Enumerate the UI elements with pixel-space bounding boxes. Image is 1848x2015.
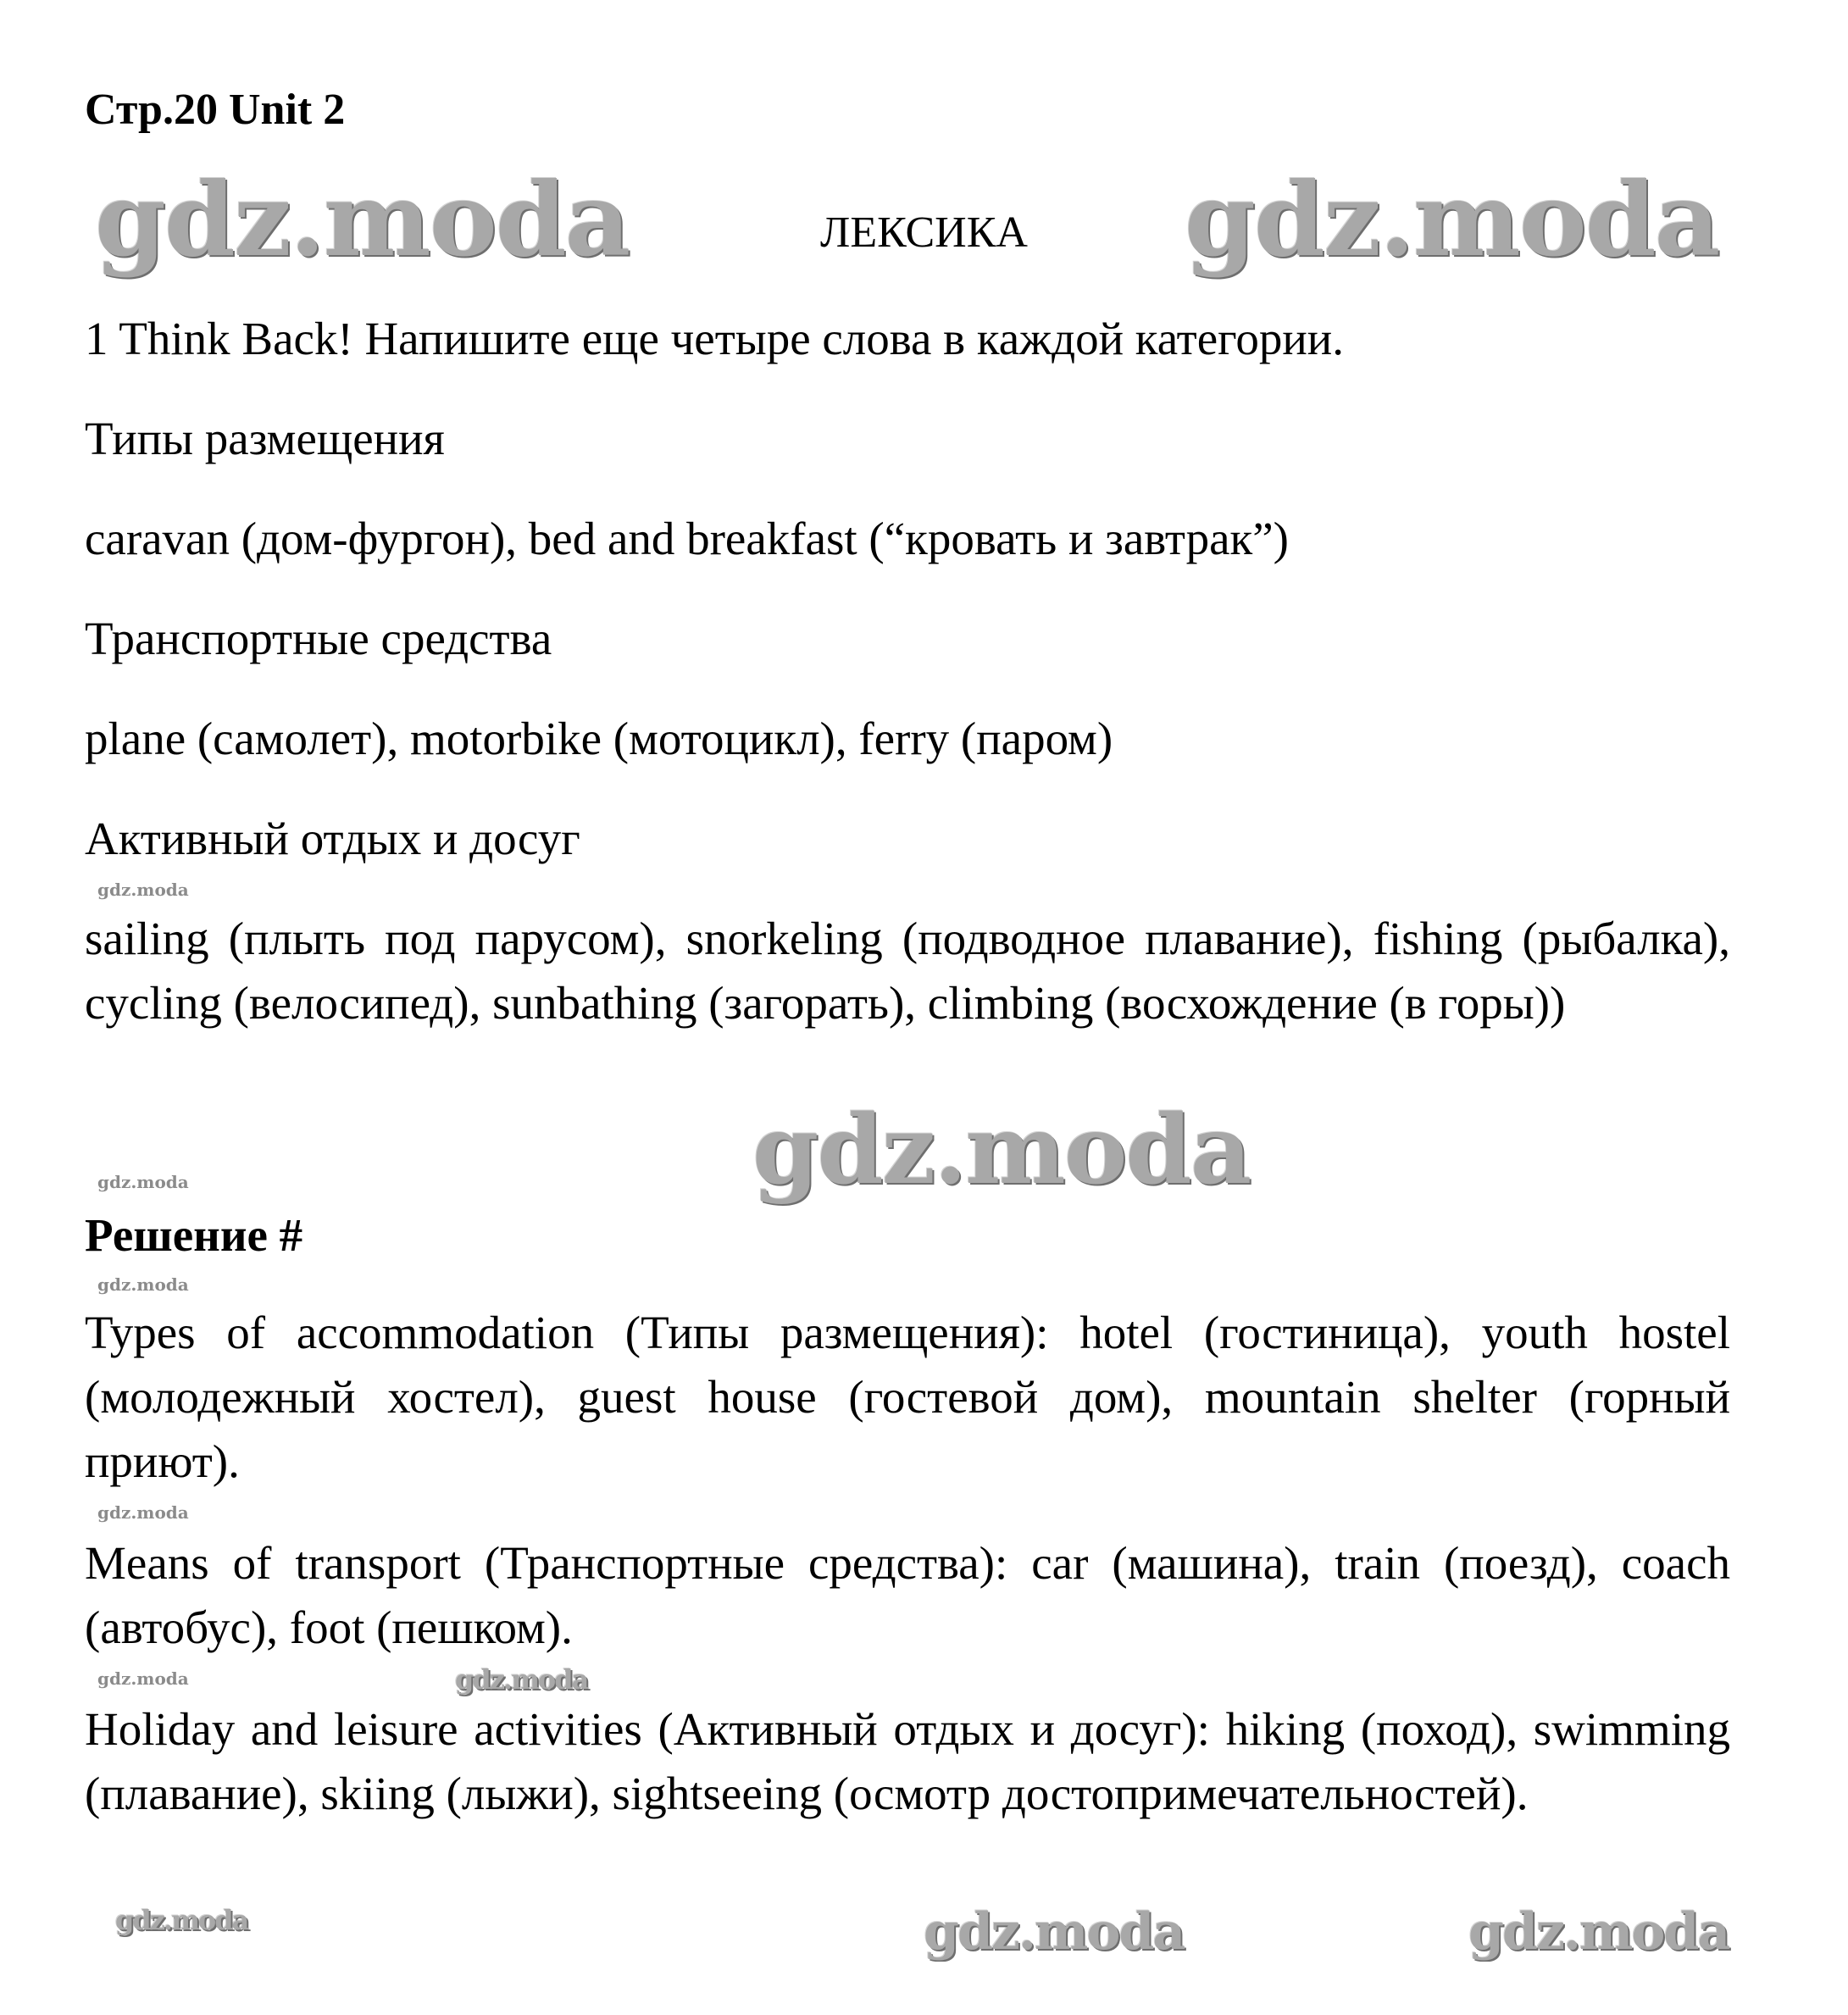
watermark: gdz.moda [115, 1904, 248, 1936]
category-words: plane (самолет), motorbike (мотоцикл), ferry (паром) [85, 713, 1113, 764]
category-heading: Активный отдых и досуг [85, 813, 580, 864]
watermark: gdz.moda [97, 1172, 189, 1192]
solution-paragraph: Types of accommodation (Типы размещения): hotel (гостиница), youth hostel (молодежный хостел), guest house (гостевой дом), mountain shelter (горный приют). [85, 1307, 1730, 1487]
watermark: gdz.moda [752, 1095, 1251, 1206]
watermark: gdz.moda [95, 160, 630, 280]
section-heading: ЛЕКСИКА [820, 208, 1028, 257]
watermark: gdz.moda [97, 1274, 189, 1295]
solution-paragraph: Holiday and leisure activities (Активный отдых и досуг): hiking (поход), swimming (плавание), skiing (лыжи), sightseeing (осмотр достопримечательностей). [85, 1703, 1730, 1819]
category-words: sailing (плыть под парусом), snorkeling (подводное плавание), fishing (рыбалка), cycling (велосипед), sunbathing (загорать), climbing (восхождение (в горы)) [85, 913, 1730, 1029]
watermark: gdz.moda [924, 1902, 1185, 1962]
watermark: gdz.moda [97, 1668, 189, 1689]
category-heading: Типы размещения [85, 413, 445, 464]
watermark: gdz.moda [97, 880, 189, 900]
solution-paragraph: Means of transport (Транспортные средства): car (машина), train (поезд), coach (автобус), foot (пешком). [85, 1537, 1730, 1653]
watermark: gdz.moda [455, 1663, 588, 1696]
solution-heading: Решение # [85, 1209, 303, 1261]
task-instruction: 1 Think Back! Напишите еще четыре слова в каждой категории. [85, 313, 1344, 364]
watermark: gdz.moda [1185, 160, 1719, 280]
page-title: Стр.20 Unit 2 [85, 86, 346, 134]
category-heading: Транспортные средства [85, 613, 552, 664]
watermark: gdz.moda [97, 1502, 189, 1523]
category-words: caravan (дом-фургон), bed and breakfast (“кровать и завтрак”) [85, 513, 1289, 564]
watermark: gdz.moda [1468, 1902, 1729, 1962]
